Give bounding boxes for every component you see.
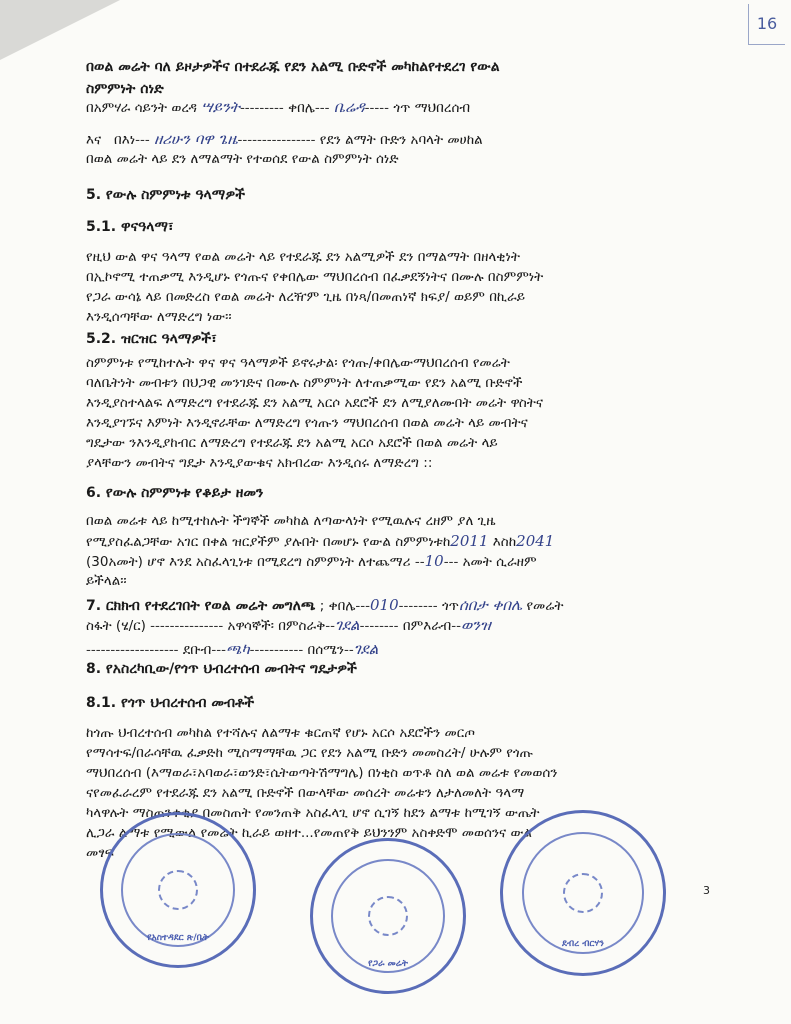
section5-2-heading: 5.2. ዝርዝር ዓላማዎች፣ xyxy=(86,331,217,347)
intro-line3: በወል መሬት ላይ ደን ለማልማት የተወሰደ የውል ስምምነት ሰነድ xyxy=(86,151,399,167)
section7-kebele-label: ; ቀበሌ xyxy=(319,598,356,614)
section5-1-heading: 5.1. ዋናዓላማ፣ xyxy=(86,219,174,235)
section7-line3: ------------------- ደቡብ---ጫካ----------- በሰሜን--ገደል xyxy=(86,640,379,658)
section5-1-line: የዚህ ውል ዋና ዓላማ የወል መሬት ላይ የተደራጁ ደን አልሚዎች ደን በማልማት በዘላቂነት xyxy=(86,249,520,265)
stamp-emblem-icon xyxy=(563,873,603,913)
section6-line1: በወል መሬቱ ላይ ከሚተከሉት ችግኞች መካከል ለጣውላነት የሚዉሉና ረዘም ያለ ጊዜ xyxy=(86,513,496,529)
intro-line2: እና በእነ--- ዘሪሁን ባዋ ጌዜ---------------- የደን ልማት ቡድን አባላት መሀከል xyxy=(86,130,483,148)
community-label: ጎጥ ማህበረሰብ xyxy=(393,100,471,116)
stamp-right-label: ደብረ ብርሃን xyxy=(562,939,604,949)
section6-line3: (30አመት) ሆኖ እንደ አስፈላጊነቱ በሚደረግ ስምምነት ለተጨማሪ --10--- አመት ሲራዘም xyxy=(86,552,537,570)
section7-south-value: ጫካ xyxy=(225,640,250,658)
section8-1-heading: 8.1. የጎጥ ህብረተሰብ መብቶች xyxy=(86,695,255,711)
section6-line4: ይችላል፡፡ xyxy=(86,573,127,589)
extra-years: 10 xyxy=(424,552,444,570)
corner-page-note: 16 xyxy=(748,4,785,45)
section7-line2: ስፋት (ሄ/ር) --------------- አዋሳኞች፡ በምስራቅ--ገደል-------- በምእራብ--ወንዝ xyxy=(86,616,491,634)
section7-north-label: በሰሜን xyxy=(307,642,344,658)
between-label: በእነ xyxy=(114,132,136,148)
section7-east-value: ገደል xyxy=(335,616,360,634)
section5-2-line: እንዲያስተላልፍ ለማድረግ የተደራጁ ደን አልሚ አርሶ አደሮች ደን ለሚያለሙበት መሬት ዋስትና xyxy=(86,395,544,411)
section7-heading: 7. ርክክብ የተደረገበት የወል መሬት መግለጫ xyxy=(86,598,316,614)
section8-heading: 8. የአስረካቢው/የጎጥ ህብረተሰብ መብትና ግዴታዎች xyxy=(86,661,357,677)
section8-1-line: የማሳተፍ/በራሳቸዉ ፈቃድከ ሚስማማቸዉ ጋር የደን አልሚ ቡድን መመስረት/ ሁሉም የጎጡ xyxy=(86,745,534,761)
doc-title-line1: በወል መሬት ባለ ይዞታዎችና በተደራጁ የደን አልሚ ቡድኖች መካከልየተደረገ የውል xyxy=(86,59,500,75)
group-suffix: የደን ልማት ቡድን አባላት መሀከል xyxy=(319,132,483,148)
section7-got-label: ጎጥ xyxy=(441,598,459,614)
section6-heading: 6. የውሉ ስምምነቱ የቆይታ ዘመን xyxy=(86,485,264,501)
section8-1-line: ከጎጡ ህብረተሰብ መካከል የተሻሉና ለልማቱ ቁርጠኛ የሆኑ አርሶ አደሮችን መርጦ xyxy=(86,725,476,741)
intro-line1: በአምሃራ ሳይንት ወረዳ ሣይንት--------- ቀበሌ--- ቤሬዳ----- ጎጥ ማህበረሰብ xyxy=(86,98,471,116)
section5-1-line: የጋራ ውሳኔ ላይ በመድረስ የወል መሬት ለረዥም ጊዜ በነጻ/በመጠነኛ ክፍያ/ ወይም በኪራይ xyxy=(86,289,526,305)
region-prefix: በአምሃራ ሳይንት ወረዳ xyxy=(86,100,197,116)
section8-1-line: ካላዋሉት ማስጠንቀቂያ በመስጠት የመንጠቅ አስፈላጊ ሆኖ ሲገኝ ከደን ልማቱ ከሚገኝ ውጤት xyxy=(86,805,540,821)
official-stamp-left xyxy=(100,812,256,968)
doc-title-line2: ስምምነት ሰነድ xyxy=(86,81,164,97)
section5-2-line: እንዲያገኙና እምነት እንዲኖራቸው ለማድረግ የጎጡን ማህበረሰብ በወል መሬት ላይ መብትና xyxy=(86,415,528,431)
until-label: እስከ xyxy=(492,534,517,550)
section5-heading: 5. የውሉ ስምምነቱ ዓላማዎች xyxy=(86,187,245,203)
section7-got-value: ሰበታ ቀበሌ xyxy=(458,596,523,614)
woreda-filled: ሣይንት xyxy=(201,98,240,116)
section7-north-value: ገደል xyxy=(353,640,379,658)
section8-1-line: ናየመፈራረም የተደራጁ ደን አልሚ ቡድኖች በውላቸው መሰረት መሬቱን ለታለመለት ዓላማ xyxy=(86,785,525,801)
section8-1-line: መፃፍ xyxy=(86,845,114,861)
section5-1-line: እንዲሰጣቸው ለማድረግ ነው፡፡ xyxy=(86,309,232,325)
section7-boundary-label: አዋሳኞች፡ በምስራቅ xyxy=(227,618,326,634)
section8-1-line: ማህበረሰብ (እማወራ፣አባወራ፣ወንድ፣ሴትወጣትሽማግሌ) በነቂስ ወጥቶ ስለ ወል መሬቱ የመወሰን xyxy=(86,765,558,781)
and-label: እና xyxy=(86,132,102,148)
stamp-emblem-icon xyxy=(368,896,408,936)
stamp-center-label: የጋራ መሬት xyxy=(368,959,408,969)
stamp-left-label: የአስተዳደር ጽ/ቤት xyxy=(147,933,209,943)
to-year: 2041 xyxy=(516,532,555,550)
section6-line2-prefix: የሚያስፈልጋቸው አገር በቀል ዝርያችም ያሉበት በመሆኑ የውል ስምምነቱከ xyxy=(86,534,451,550)
section6-line3-suffix: አመት ሲራዘም xyxy=(462,554,537,570)
section7-south-label: ደቡብ xyxy=(182,642,212,658)
section7-line1: 7. ርክክብ የተደረገበት የወል መሬት መግለጫ ; ቀበሌ---010-------- ጎጥሰበታ ቀበሌ የመሬት xyxy=(86,596,564,614)
page-number: 3 xyxy=(703,884,710,897)
section7-kebele-value: 010 xyxy=(370,596,399,614)
section5-2-line: ያላቸውን መብትና ግዴታ እንዲያውቁና አክብረው እንዲሰሩ ለማድረግ :: xyxy=(86,455,433,471)
section5-2-line: ግዴታው ንእንዲያከብር ለማድረግ የተደራጁ ደን አልሚ አርሶ አደሮች በወል መሬት ላይ xyxy=(86,435,498,451)
section8-1-line: ሊጋራ ልማቱ የሚውል የመሬት ኪራይ ወዘተ...የመጠየቅ ይህንንም አስቀድሞ መወሰንና ውል xyxy=(86,825,532,841)
section5-1-line: በኢኮኖሚ ተጠቃሚ እንዲሆኑ የጎጡና የቀበሌው ማህበረሰብ በፈቃደኝነትና በሙሉ በስምምነት xyxy=(86,269,544,285)
stamp-emblem-icon xyxy=(158,870,198,910)
kebele-label: ቀበሌ xyxy=(288,100,315,116)
official-stamp-center xyxy=(310,838,466,994)
section7-west-value: ወንዝ xyxy=(460,616,491,634)
section5-2-line: ባለቤትነት መብቱን በህጋዊ መንገድና በሙሉ ስምምነት ለተጠቃሚው የደን አልሚ ቡድኖች xyxy=(86,375,523,391)
folded-corner xyxy=(0,0,120,60)
section5-2-line: ስምምነቱ የሚከተሉት ዋና ዋና ዓላማዎች ይኖሩታል፡ የጎጡ/ቀበሌውማህበረሰብ የመሬት xyxy=(86,355,510,371)
group-filled: ዘሪሁን ባዋ ጌዜ xyxy=(154,130,238,148)
kebele-filled: ቤሬዳ xyxy=(333,98,365,116)
official-stamp-right xyxy=(500,810,666,976)
section7-west-label: በምእራብ xyxy=(402,618,452,634)
section7-area-label: ስፋት (ሄ/ር) xyxy=(86,618,146,634)
from-year: 2011 xyxy=(450,532,489,550)
section6-line2 xyxy=(86,532,554,551)
section6-line3-prefix: (30አመት) ሆኖ እንደ አስፈላጊነቱ በሚደረግ ስምምነት ለተጨማሪ xyxy=(86,554,411,570)
section7-land-label: የመሬት xyxy=(526,598,564,614)
